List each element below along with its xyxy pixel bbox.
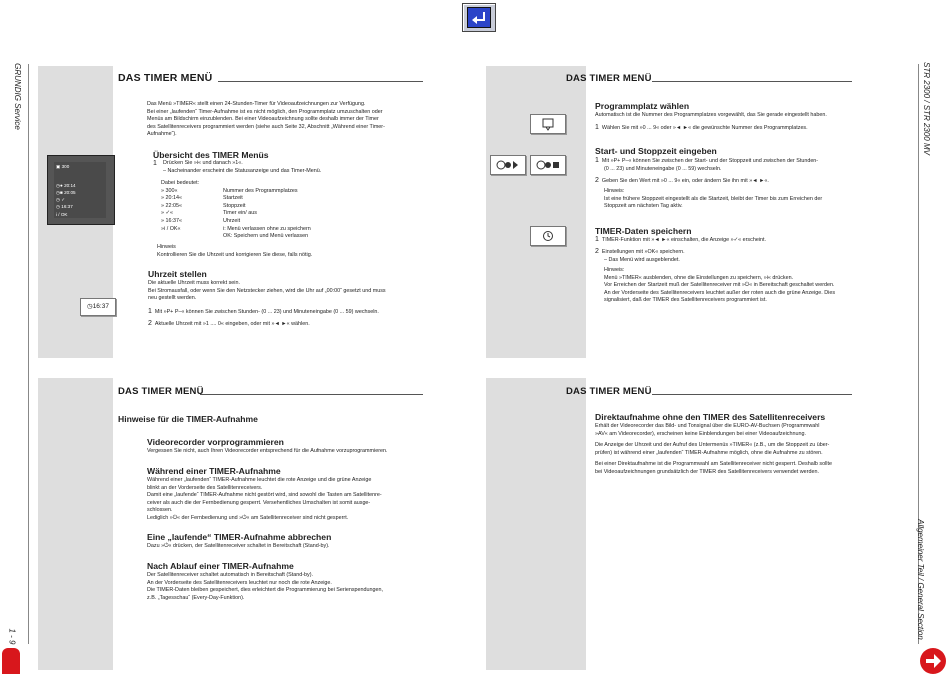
page4-title: DAS TIMER MENÜ: [566, 386, 652, 397]
page2-save-step2: 2 Einstellungen mit »OK« speichern. – Das Menü wird ausgeblendet.: [595, 248, 685, 263]
page3-title-rule: [200, 394, 423, 395]
page2-save-step1: 1 TIMER-Funktion mit »◄ ►« einschalten, die Anzeige »✓« erscheint.: [595, 236, 767, 243]
page1-step1-number: 1: [153, 160, 157, 167]
next-arrow-icon: [920, 648, 946, 674]
page2-title: DAS TIMER MENÜ: [566, 73, 652, 84]
page3-title: DAS TIMER MENÜ: [118, 386, 204, 397]
timer-menu-screen: [47, 155, 115, 225]
page-number: 1 - 9: [7, 628, 17, 645]
clock-icon: [531, 227, 565, 245]
left-margin-line: [28, 64, 29, 644]
stop-time-icon-box: [530, 155, 566, 175]
page1-title-rule: [218, 81, 423, 82]
red-tab-left: [2, 648, 20, 674]
page2-startstop-hint: Hinweis: Ist eine frühere Stoppzeit eingestellt als die Startzeit, bleibt der Timer bis zum Erreichen der Stoppzeit am nächsten Tag aktiv.: [604, 188, 823, 210]
screen-stop-row: ◷■ 20:05: [56, 190, 76, 195]
page3-abort-text: Dazu »⏻« drücken, der Satellitenreceiver schaltet in Bereitschaft (Stand-by).: [147, 543, 330, 549]
page1-clock-step2: 2 Aktuelle Uhrzeit mit »1 .... 0« eingeben, oder mit »◄ ►« wählen.: [148, 320, 310, 327]
page2-section-program: Programmplatz wählen: [595, 101, 690, 111]
page4-section-direct: Direktaufnahme ohne den TIMER des Satellitenreceivers: [595, 412, 826, 422]
page1-clock-text: Die aktuelle Uhrzeit muss korrekt sein. Bei Stromausfall, oder wenn Sie den Netzstecker ziehen, wird die Uhr auf „00:00“ gesetzt und muss neu gestellt werden.: [148, 280, 386, 302]
page3-section-vcr: Videorecorder vorprogrammieren: [147, 437, 284, 447]
page3-during-text: Während einer „laufenden“ TIMER-Aufnahme leuchtet die rote Anzeige und die grüne Anzeige blinkt an der Vorderseite des Satellitenreceivers. Damit eine „laufende“ TIMER-Aufnahme nicht gestört wird, sind sowohl die Tasten am Satellitenre- ceiver als auch die der Fernbedienung gesperrt. Versehentliches Umschalten ist somit ausge- schlossen. Lediglich »⏻« der Fernbedienung und »⏻« am Satellitenreceiver sind nicht gesperrt.: [147, 477, 382, 521]
clock-icon: ◷: [87, 303, 93, 310]
page1-legend: Dabei bedeutet: » 300« Nummer des Programmplatzes » 20:14« Startzeit » 22:05« Stoppzeit » ✓« Timer ein/ aus » 16:37« Uhrzeit »i / OK« i: Menü verlassen ohne zu speichern OK: Speichern und Menü verlassen: [161, 180, 311, 240]
page2-section-save: TIMER-Daten speichern: [595, 226, 692, 236]
timer-icon-box: [530, 226, 566, 246]
page4-title-rule: [652, 394, 852, 395]
side-title-right: STR 2300 / STR 2300 MV: [921, 62, 931, 155]
clock-display-box: ◷16:37: [80, 298, 116, 316]
page3-section-abort: Eine „laufende“ TIMER-Aufnahme abbrechen: [147, 532, 332, 542]
clock-record-icon: [491, 156, 525, 174]
page2-section-startstop: Start- und Stoppzeit eingeben: [595, 146, 717, 156]
page3-subtitle: Hinweise für die TIMER-Aufnahme: [118, 414, 258, 424]
side-title-left: GRUNDIG Service: [12, 63, 22, 130]
page3-after-text: Der Satellitenreceiver schaltet automatisch in Bereitschaft (Stand-by). An der Vorderseite des Satellitenreceivers leuchtet nur noch die rote Anzeige. Die TIMER-Daten bleiben gespeichert, dies erleichtert die Programmierung bei Serienspendungen, z.B. „Tagesschau“ (Every-Day-Funktion).: [147, 572, 384, 601]
start-time-icon-box: [490, 155, 526, 175]
screen-ok-row: i / OK: [56, 212, 68, 217]
clock-stop-icon: [531, 156, 565, 174]
screen-program-row: ▣ 300: [56, 164, 70, 169]
page2-startstop-step2: 2 Geben Sie den Wert mit »0 ... 9« ein, oder ändern Sie ihn mit »◄ ►«.: [595, 177, 769, 184]
return-arrow-icon: [467, 7, 491, 28]
page1-intro: Das Menü »TIMER« stellt einen 24-Stunden-Timer für Videoaufzeichnungen zur Verfügung. Bei einer „laufenden“ Timer-Aufnahme ist es nicht möglich, den Programmplatz umzuschalten oder Menüs am Bildschirm einzublenden. Bei einer Videoaufzeichnung sollte deshalb immer der Timer des Satellitenreceivers programmiert werden (siehe auch Seite 32, Abschnitt „Während einer Timer- Aufnahme“).: [147, 101, 385, 138]
program-icon-box: [530, 114, 566, 134]
page1-section-overview: Übersicht des TIMER Menüs: [153, 150, 269, 160]
page2-program-text: Automatisch ist die Nummer des Programmplatzes vorgewählt, das Sie gerade eingestellt haben.: [595, 112, 827, 118]
page3-section-during: Während einer TIMER-Aufnahme: [147, 466, 281, 476]
page1-title: DAS TIMER MENÜ: [118, 72, 213, 84]
page1-clock-step1: 1 Mit »P+ P–« können Sie zwischen Stunden- (0 ... 23) und Minuteneingabe (0 ... 59) wechseln.: [148, 308, 379, 315]
back-button[interactable]: [462, 3, 496, 32]
page2-save-hint: Hinweis: Menü »TIMER« ausblenden, ohne die Einstellungen zu speichern, »i« drücken. Vor Erreichen der Startzeit muß der Satellitenreceiver mit »⏻« in Bereitschaft geschaltet werden. An der Vorderseite des Satellitenreceivers leuchtet außer der roten auch die grüne Anzeige. Dies signalisiert, daß der TIMER des Satellitenreceivers programmiert ist.: [604, 267, 836, 304]
tv-icon: [531, 115, 565, 133]
screen-timer-row: ◷ ✓: [56, 197, 66, 202]
page1-step1: Drücken Sie »i« und danach »1«. – Nacheinander erscheint die Statusanzeige und das Timer-Menü.: [163, 160, 322, 174]
page4-direct-text: Erhält der Videorecorder das Bild- und Tonsignal über die EURO-AV-Buchsen (Programmwahl »AV« am Videorecorder), erscheinen keine Einblendungen bei einer Videoaufzeichnung. Die Anzeige der Uhrzeit und der Aufruf des Untermenüs »TIMER« (z.B., um die Stoppzeit zu über- prüfen) ist während einer „laufenden“ TIMER-Aufnahme möglich, ohne die Aufnahme zu stören. Bei einer Direktaufnahme ist die Programmwahl am Satellitenreceiver nicht gesperrt. Deshalb sollte bei Videoaufzeichnungen grundsätzlich der TIMER des Satellitenreceivers verwendet werden.: [595, 423, 832, 475]
page2-program-step1: 1 Wählen Sie mit »0 ... 9« oder »◄ ►« die gewünschte Nummer des Programmplatzes.: [595, 124, 808, 131]
side-section-right: Allgemeiner Teil / General Section: [915, 519, 925, 640]
screen-start-row: ◷● 20:14: [56, 183, 76, 188]
screen-clock-row: ◷ 16:37: [56, 204, 73, 209]
page2-title-rule: [652, 81, 852, 82]
page1-hint: Hinweis Kontrollieren Sie die Uhrzeit und korrigieren Sie diese, falls nötig.: [157, 244, 313, 258]
page1-section-clock: Uhrzeit stellen: [148, 269, 207, 279]
page2-startstop-step1: 1 Mit »P+ P–« können Sie zwischen der Start- und der Stoppzeit und zwischen der Stunden- (0 ... 23) und Minuteneingabe (0 ... 59) wechseln.: [595, 157, 819, 172]
next-button[interactable]: [920, 648, 946, 674]
page3-vcr-text: Vergessen Sie nicht, auch Ihren Videorecorder entsprechend für die Aufnahme vorzuprogrammieren.: [147, 448, 388, 454]
page3-section-after: Nach Ablauf einer TIMER-Aufnahme: [147, 561, 294, 571]
